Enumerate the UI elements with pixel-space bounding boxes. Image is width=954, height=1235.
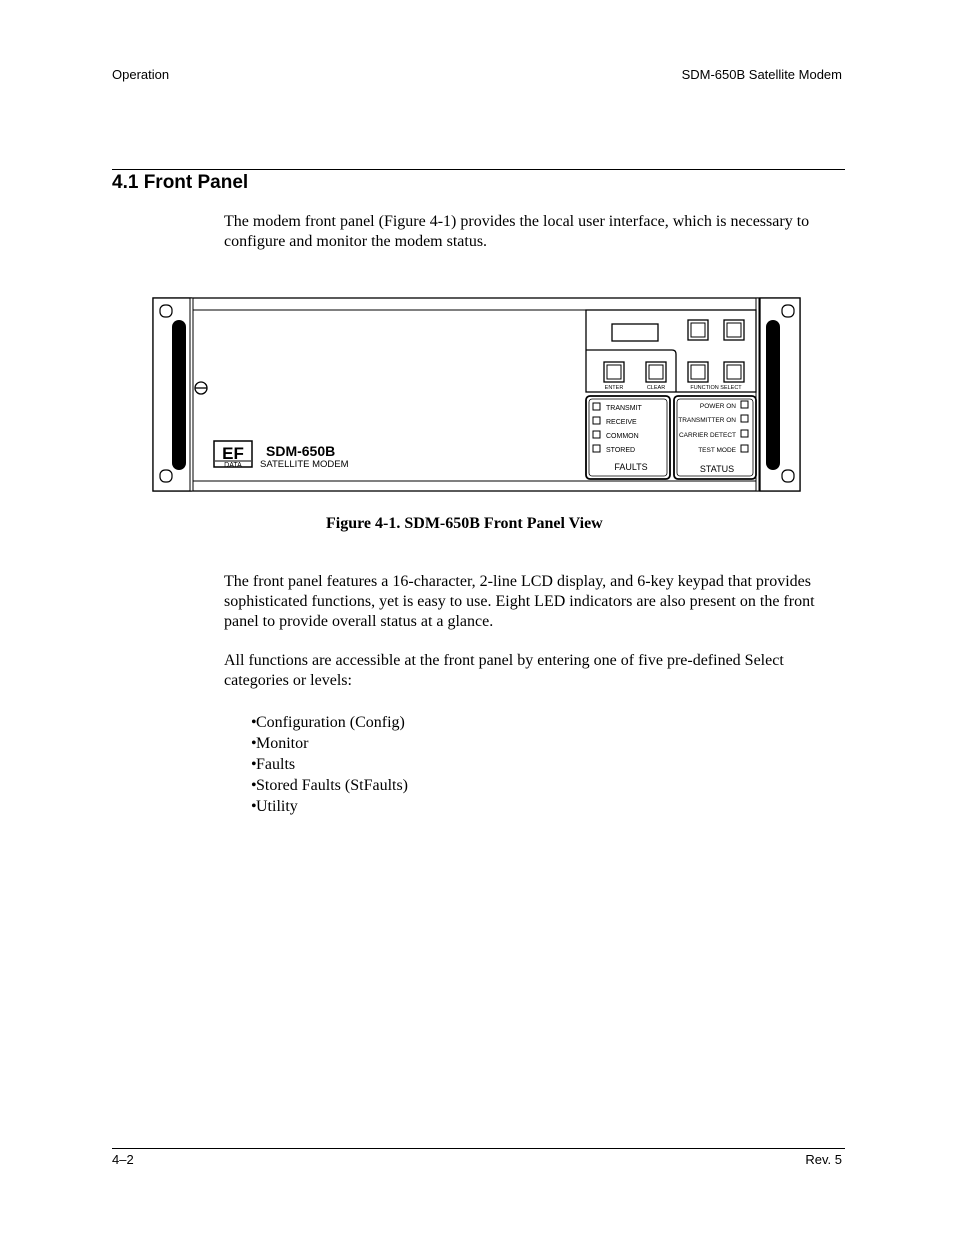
status-led-carrier-detect [741, 430, 748, 437]
body-paragraph: The front panel features a 16-character, 2-line LCD display, and 6-key keypad that provides sophisticated functions, yet is easy to use. Eight LED indicators are also present on the front panel to provide overall status at a glance. [224, 573, 815, 630]
bullet-icon: • [251, 714, 257, 731]
figure-caption: Figure 4-1. SDM-650B Front Panel View [326, 515, 603, 532]
running-header-title: SDM-650B Satellite Modem [681, 67, 842, 82]
up-key[interactable] [688, 320, 708, 340]
fault-label-receive: RECEIVE [606, 419, 637, 426]
list-item: •Faults [224, 754, 408, 775]
fault-led-common [593, 431, 600, 438]
status-led-transmitter-on [741, 415, 748, 422]
left-handle [172, 320, 186, 470]
list-item: •Configuration (Config) [224, 712, 408, 733]
fault-led-receive [593, 417, 600, 424]
status-led-power-on [741, 401, 748, 408]
select-categories-list [224, 712, 408, 817]
section-heading: 4.1 Front Panel [112, 172, 249, 193]
fault-led-transmit [593, 403, 600, 410]
status-title: STATUS [699, 464, 735, 474]
list-item: •Monitor [224, 733, 408, 754]
fault-led-stored [593, 445, 600, 452]
fault-label-stored: STORED [606, 447, 636, 454]
bullet-icon: • [251, 756, 257, 773]
svg-text:EF: EF [222, 444, 244, 463]
clear-key-label: CLEAR [646, 385, 666, 391]
page-number: 4–2 [112, 1152, 134, 1167]
footer-rule [112, 1148, 845, 1149]
faults-title: FAULTS [614, 462, 648, 472]
status-label-test-mode: TEST MODE [698, 447, 736, 454]
status-label-carrier-detect: CARRIER DETECT [678, 432, 736, 439]
bullet-icon: • [251, 735, 257, 752]
fault-label-common: COMMON [606, 433, 639, 440]
body-paragraph: All functions are accessible at the front panel by entering one of five pre-defined Select categories or levels: [224, 652, 784, 689]
lcd-display [612, 324, 658, 341]
down-key[interactable] [724, 362, 744, 382]
running-header-section: Operation [112, 67, 170, 82]
enter-key[interactable] [604, 362, 624, 382]
model-name: SDM-650B [266, 443, 336, 459]
right-key[interactable] [724, 320, 744, 340]
svg-text:DATA: DATA [224, 462, 242, 469]
intro-paragraph: The modem front panel (Figure 4-1) provides the local user interface, which is necessary to configure and monitor the modem status. [224, 213, 810, 250]
bullet-icon: • [251, 777, 257, 794]
fault-label-transmit: TRANSMIT [606, 405, 642, 412]
function-select-label: FUNCTION SELECT [690, 385, 742, 391]
front-panel-figure [152, 296, 802, 494]
clear-key[interactable] [646, 362, 666, 382]
status-led-test-mode [741, 445, 748, 452]
left-key[interactable] [688, 362, 708, 382]
status-label-transmitter-on: TRANSMITTER ON [678, 417, 736, 424]
status-label-power-on: POWER ON [699, 403, 736, 410]
enter-key-label: ENTER [604, 385, 624, 391]
list-item: •Stored Faults (StFaults) [224, 775, 408, 796]
header-rule [112, 169, 845, 170]
list-item: •Utility [224, 796, 408, 817]
ef-data-logo [214, 441, 252, 469]
model-subtitle: SATELLITE MODEM [260, 459, 349, 470]
right-handle [766, 320, 780, 470]
bullet-icon: • [251, 798, 257, 815]
revision-label: Rev. 5 [805, 1152, 842, 1167]
